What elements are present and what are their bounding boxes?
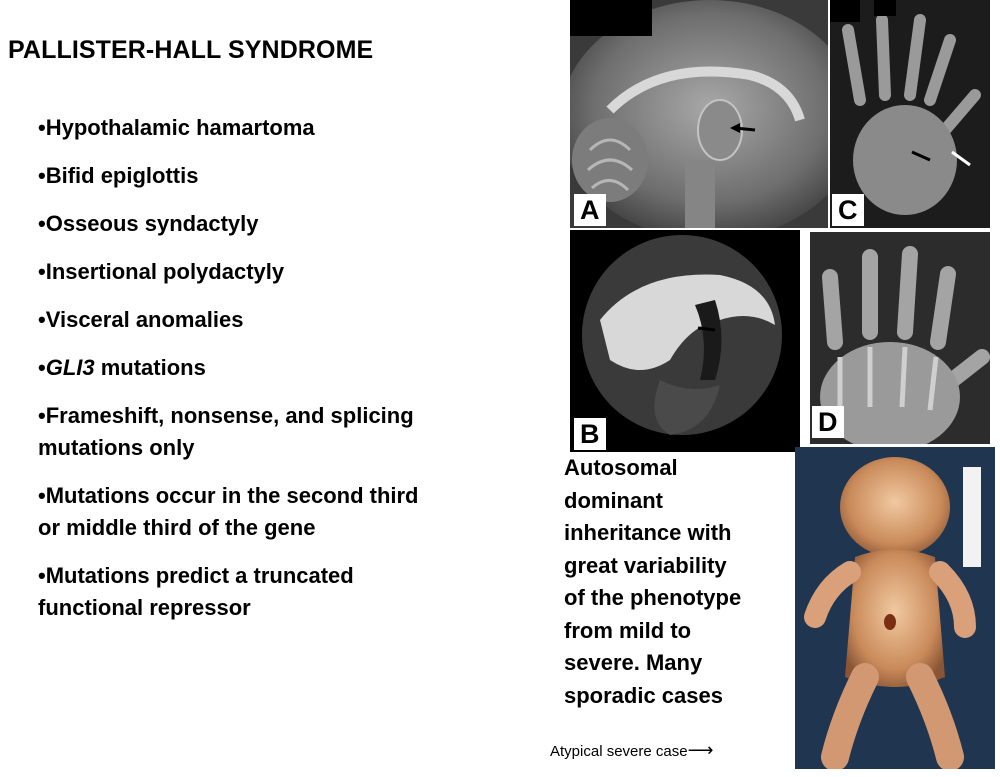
bullet-bifid-epiglottis: •Bifid epiglottis xyxy=(38,163,199,188)
inheritance-description xyxy=(564,452,804,712)
bullet-visceral-anomalies: •Visceral anomalies xyxy=(38,307,244,332)
gene-name: GLI3 xyxy=(45,355,95,380)
description-line: dominant xyxy=(564,487,663,513)
panel-a-label: A xyxy=(574,194,606,226)
description-line: inheritance with xyxy=(564,520,732,545)
infant-photo xyxy=(795,447,995,769)
bullet-truncated-repressor xyxy=(38,560,538,624)
caption-text: Atypical severe case xyxy=(550,743,688,760)
bullet-line: mutations only xyxy=(38,435,195,460)
bullet-text: mutations xyxy=(94,355,206,380)
description-line: from mild to xyxy=(564,617,692,643)
bullet-line: or middle third of the gene xyxy=(38,515,316,540)
bullet-mutation-location xyxy=(38,480,538,544)
bullet-insertional-polydactyly: •Insertional polydactyly xyxy=(38,259,285,284)
infant-caption xyxy=(550,740,713,761)
slide-title: PALLISTER-HALL SYNDROME xyxy=(8,36,374,64)
panel-c-label: C xyxy=(832,194,864,226)
panel-b-label: B xyxy=(574,418,606,450)
description-line: of the phenotype xyxy=(564,585,742,610)
description-line: sporadic cases xyxy=(564,682,723,708)
bullet-hypothalamic-hamartoma: •Hypothalamic hamartoma xyxy=(38,115,315,140)
bullet-frameshift-mutations xyxy=(38,400,538,464)
description-line: Autosomal xyxy=(564,455,678,480)
bullet-osseous-syndactyly: •Osseous syndactyly xyxy=(38,211,259,236)
panel-d-label: D xyxy=(812,406,844,438)
description-line: great variability xyxy=(564,552,727,578)
right-arrow-icon: ⟶ xyxy=(687,740,714,760)
bullet-line: •Frameshift, nonsense, and splicing xyxy=(38,403,414,428)
bullet-list xyxy=(38,112,538,640)
description-line: severe. Many xyxy=(564,650,703,675)
panel-a-mri-image xyxy=(570,0,828,228)
bullet-gli3-mutations xyxy=(38,352,538,384)
bullet-line: •Mutations predict a truncated xyxy=(38,563,354,588)
bullet-line: •Mutations occur in the second third xyxy=(38,483,419,508)
bullet-line: functional repressor xyxy=(38,595,251,620)
bullet-marker: • xyxy=(38,355,46,380)
